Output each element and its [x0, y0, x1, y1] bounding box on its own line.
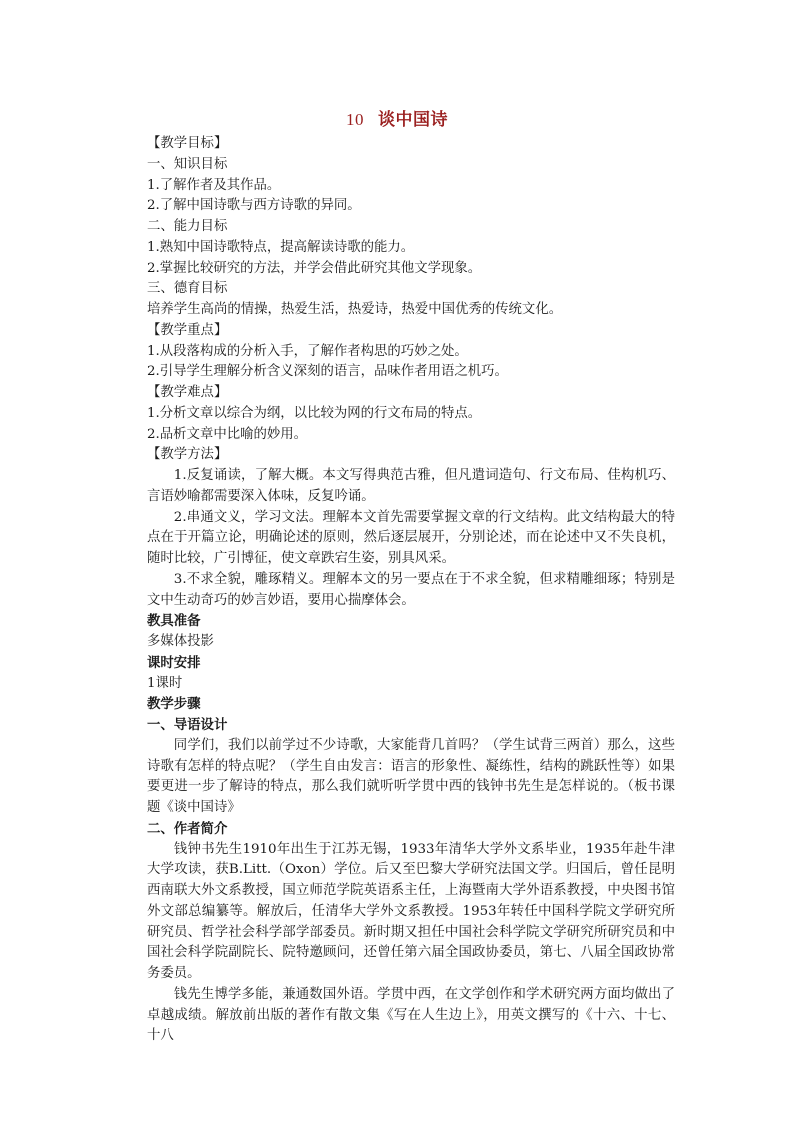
list-item: 2.掌握比较研究的方法，并学会借此研究其他文学现象。	[147, 260, 482, 276]
section-heading: 【教学重点】	[147, 322, 228, 338]
list-item: 1.从段落构成的分析入手，了解作者构思的巧妙之处。	[147, 343, 468, 359]
paragraph: 钱钟书先生1910年出生于江苏无锡，1933年清华大学外文系毕业，1935年赴牛津大学攻读，获B.Litt.（Oxon）学位。后又至巴黎大学研究法国文学。归国后，曾任昆明西南联大外文系教授，国立师范学院英语系主任，上海暨南大学外语系教授，中央图书馆外文部总编纂等。解放后，任清华大学外文系教授。1953年转任中国科学院文学研究所研究员、哲学社会科学部学部委员。新时期又担任中国社会科学院文学研究所研究员和中国社会科学院副院长、院特邀顾问，还曾任第六届全国政协委员，第七、八届全国政协常务委员。	[147, 841, 675, 981]
section-heading: 【教学难点】	[147, 385, 228, 400]
paragraph: 钱先生博学多能，兼通数国外语。学贯中西，在文学创作和学术研究两方面均做出了卓越成绩。解放前出版的著作有散文集《写在人生边上》，用英文撰写的《十六、十七、十八	[147, 986, 675, 1044]
paragraph: 3.不求全貌，雕琢精义。理解本文的另一要点在于不求全貌，但求精雕细琢；特别是文中生动奇巧的妙言妙语，要用心揣摩体会。	[147, 571, 675, 608]
section-heading: 课时安排	[147, 654, 201, 671]
subsection-heading: 二、作者简介	[147, 820, 228, 837]
section-heading: 教学步骤	[147, 696, 201, 713]
title-number: 10	[346, 110, 364, 129]
page-title	[0, 105, 794, 130]
paragraph: 1.反复诵读，了解大概。本文写得典范古雅，但凡遣词造句、行文布局、佳构机巧、言语妙喻都需要深入体味，反复吟诵。	[147, 468, 675, 504]
list-item: 2.了解中国诗歌与西方诗歌的异同。	[147, 198, 361, 214]
list-item: 1.熟知中国诗歌特点，提高解读诗歌的能力。	[147, 239, 415, 255]
subsection-heading: 三、德育目标	[147, 281, 228, 297]
list-item: 1.了解作者及其作品。	[147, 177, 281, 193]
section-heading: 【教学目标】	[147, 136, 228, 151]
list-item: 2.品析文章中比喻的妙用。	[147, 426, 308, 442]
subsection-heading: 二、能力目标	[147, 219, 228, 234]
subsection-heading: 一、知识目标	[147, 156, 228, 172]
document-body	[147, 134, 675, 1047]
body-text: 多媒体投影	[147, 634, 214, 649]
subsection-heading: 一、导语设计	[147, 717, 228, 733]
paragraph: 2.串通文义，学习文法。理解本文首先需要掌握文章的行文结构。此文结构最大的特点在于开篇立论，明确论述的原则，然后逐层展开，分别论述，而在论述中又不失良机，随时比较，广引博征，使文章跌宕生姿，别具风采。	[147, 509, 675, 566]
list-item: 1.分析文章以综合为纲，以比较为网的行文布局的特点。	[147, 405, 482, 421]
section-heading: 【教学方法】	[147, 447, 228, 463]
list-item: 培养学生高尚的情操，热爱生活，热爱诗，热爱中国优秀的传统文化。	[147, 302, 563, 317]
paragraph: 同学们，我们以前学过不少诗歌，大家能背几首吗？（学生试背三两首）那么，这些诗歌有怎样的特点呢？（学生自由发言：语言的形象性、凝练性，结构的跳跃性等）如果要更进一步了解诗的特点，那么我们就听听学贯中西的钱钟书先生是怎样说的。（板书课题《谈中国诗》	[147, 737, 675, 815]
list-item: 2.引导学生理解分析含义深刻的语言，品味作者用语之机巧。	[147, 364, 508, 380]
section-heading: 教具准备	[147, 613, 201, 630]
body-text: 1课时	[147, 675, 183, 691]
title-text: 谈中国诗	[378, 110, 448, 130]
